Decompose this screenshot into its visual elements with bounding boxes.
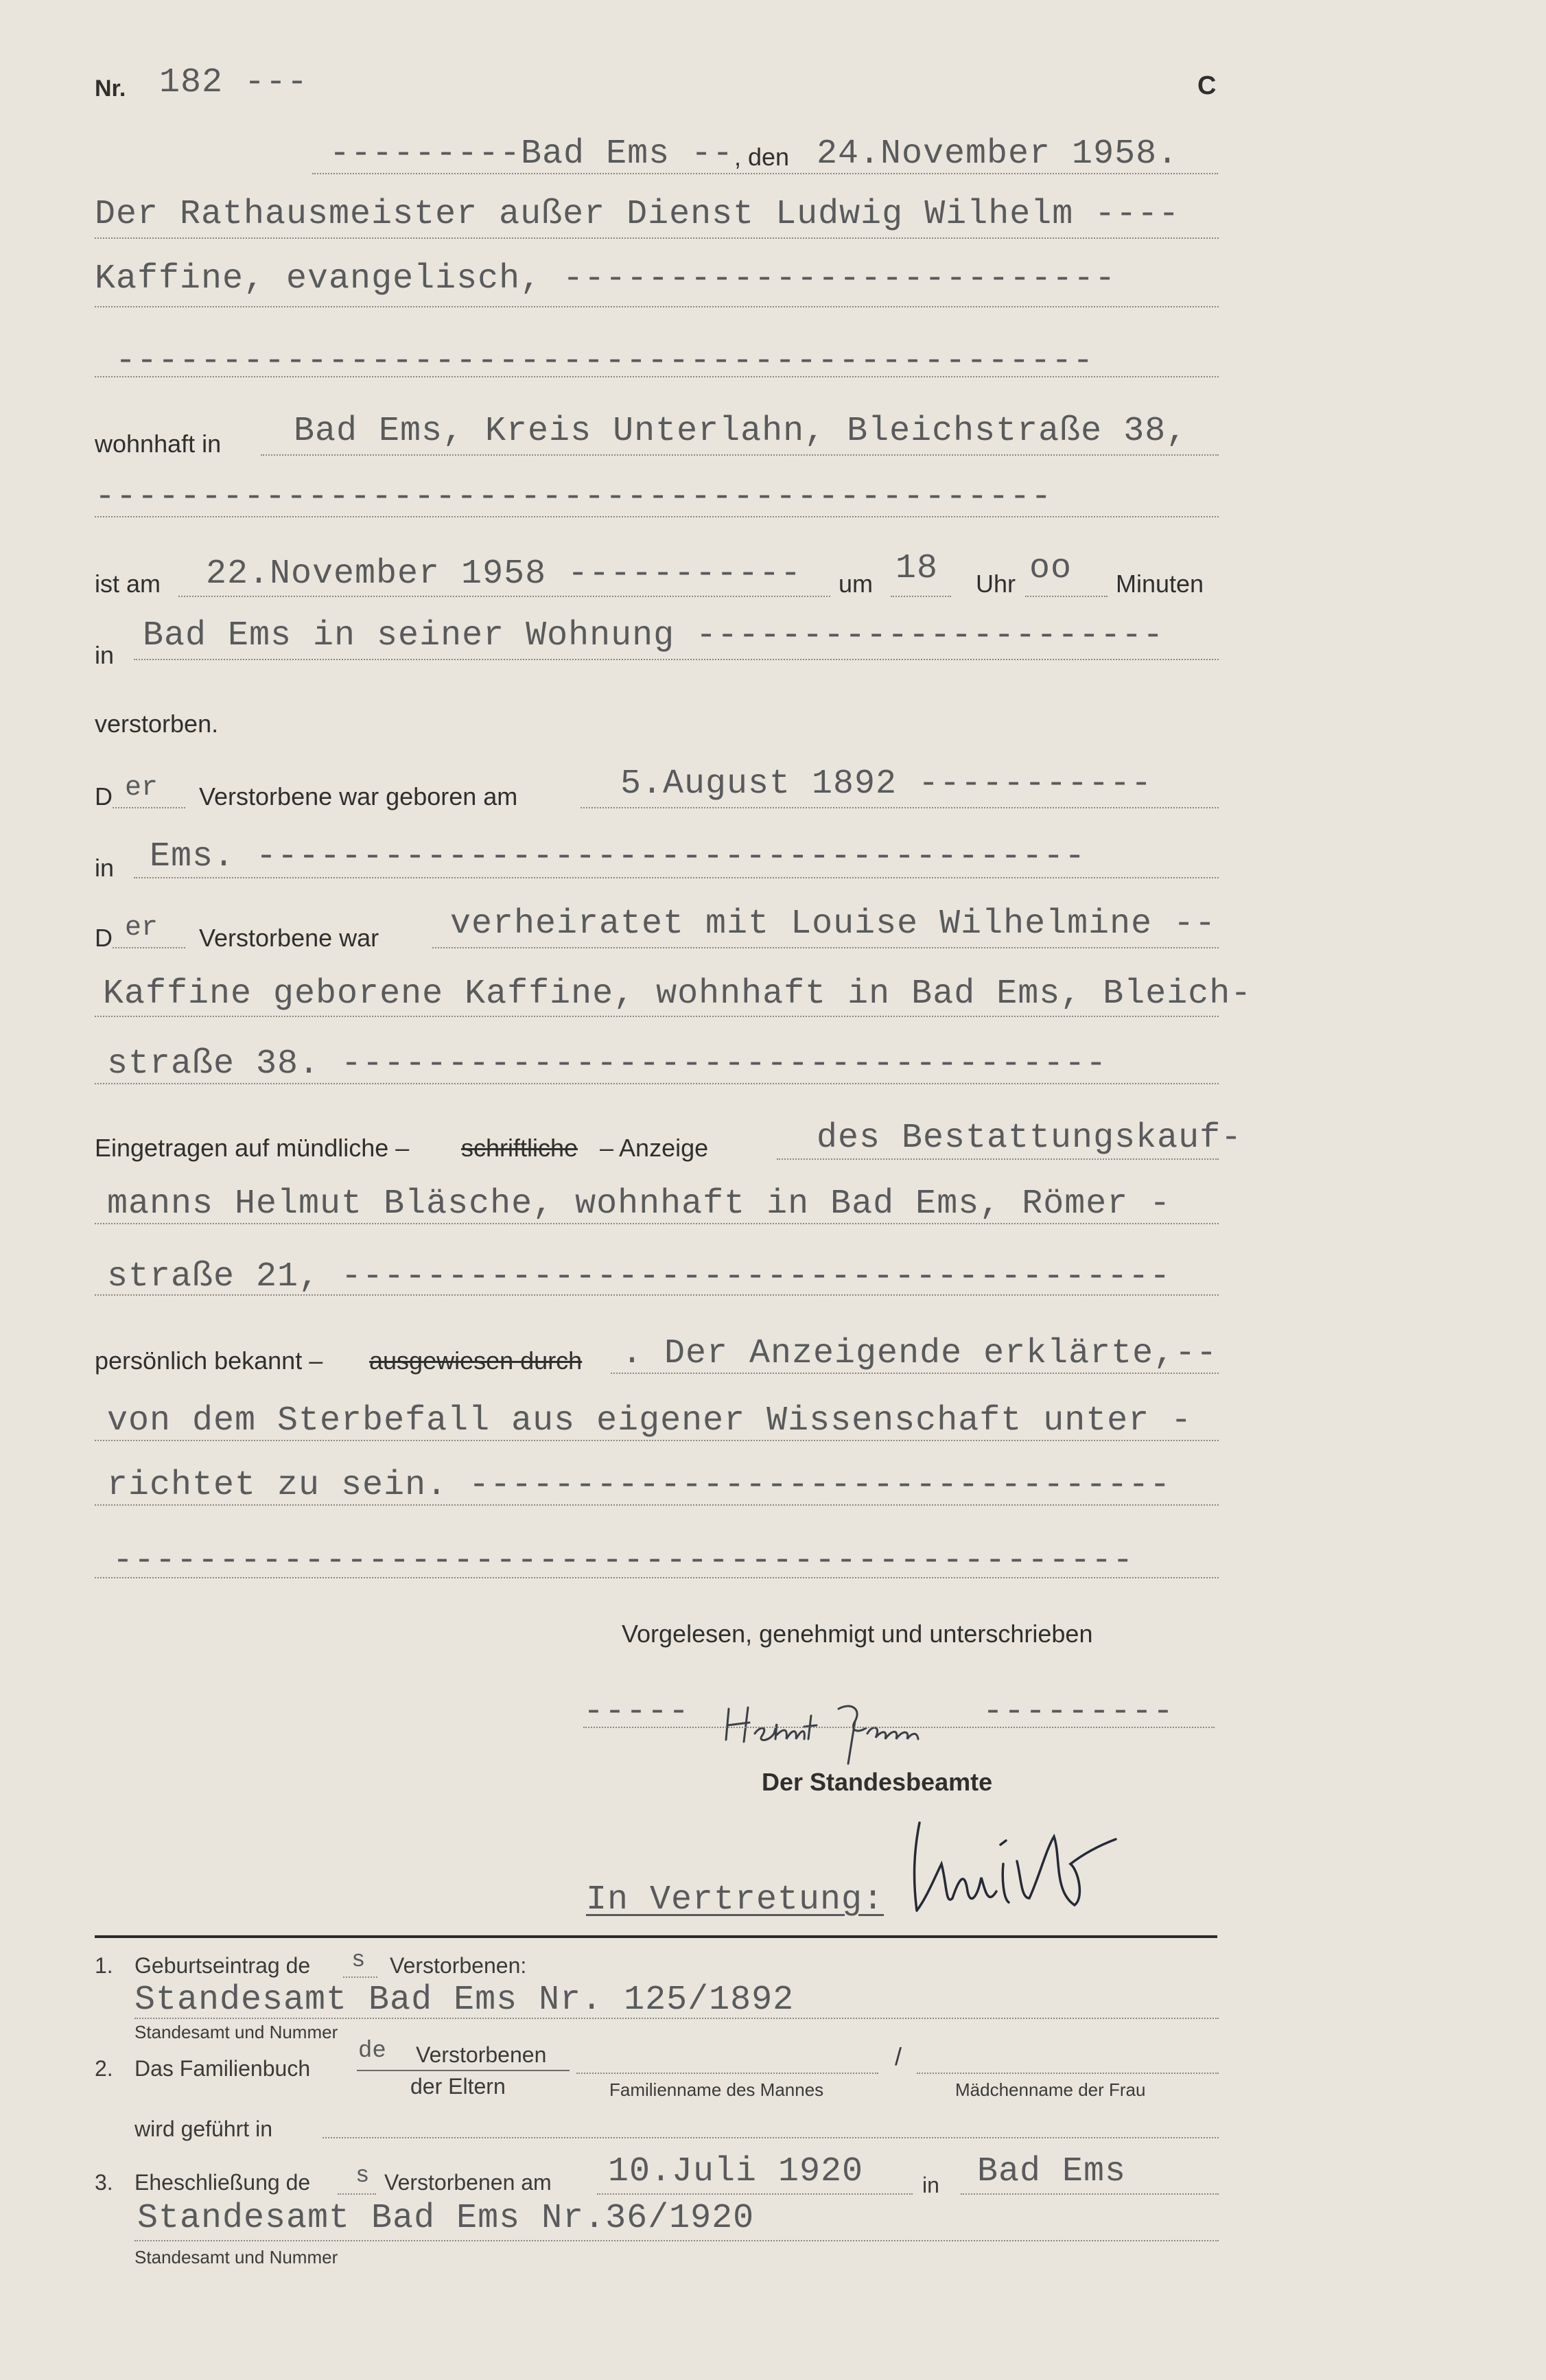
registration-label: Eingetragen auf mündliche –: [95, 1134, 410, 1162]
dotted-line: [323, 2137, 1219, 2138]
marriage-register-entry: Standesamt Bad Ems Nr.36/1920: [137, 2199, 755, 2238]
footnote-3-label: Eheschließung de: [134, 2170, 311, 2195]
birth-place: Ems. ---------------------------------------: [150, 837, 1086, 876]
birth-label: Verstorbene war geboren am: [199, 782, 518, 810]
dotted-line: [261, 454, 1219, 456]
marital-label: Verstorbene war: [199, 924, 379, 952]
birth-register-entry: Standesamt Bad Ems Nr. 125/1892: [134, 1981, 795, 2020]
read-approved-label: Vorgelesen, genehmigt und unterschrieben: [622, 1620, 1093, 1648]
dotted-line: [343, 1976, 377, 1978]
dotted-line: [611, 1373, 1219, 1374]
residence-line-1: Bad Ems, Kreis Unterlahn, Bleichstraße 38,: [294, 412, 1188, 451]
dotted-line: [1025, 596, 1108, 597]
dotted-line: [597, 2193, 913, 2195]
footnote-1-caption: Standesamt und Nummer: [134, 2022, 338, 2042]
dotted-line: [134, 2240, 1219, 2241]
dotted-line: [95, 1083, 1219, 1084]
minutes-label: Minuten: [1116, 570, 1204, 598]
dotted-line: [134, 659, 1219, 660]
husband-surname-caption: Familienname des Mannes: [609, 2079, 824, 2100]
registration-line-7: ------------------------------------------------: [113, 1541, 1134, 1580]
footnote-1-fill: s: [351, 1948, 366, 1974]
marriage-place-label: in: [922, 2173, 939, 2197]
dotted-line: [95, 1577, 1219, 1578]
name-separator: /: [895, 2042, 902, 2070]
footnote-1-label-suffix: Verstorbenen:: [390, 1953, 527, 1978]
footnote-2-number: 2.: [95, 2056, 113, 2081]
informant-signature: [721, 1668, 995, 1771]
birth-place-label: in: [95, 854, 115, 882]
footnote-2-fill: de: [358, 2038, 386, 2064]
person-line-1: Der Rathausmeister außer Dienst Ludwig Wilhelm ----: [95, 195, 1180, 234]
dotted-line: [113, 807, 185, 808]
footnote-1-number: 1.: [95, 1953, 113, 1978]
identity-struck-option: ausgewiesen durch: [369, 1346, 583, 1375]
date-label: , den: [734, 143, 790, 171]
dotted-line: [777, 1158, 1219, 1160]
dotted-line: [113, 947, 185, 948]
dotted-line: [95, 1223, 1219, 1224]
informant-line-trail: ---------: [983, 1692, 1175, 1731]
dotted-line: [583, 1727, 1215, 1728]
hour-label: Uhr: [976, 570, 1016, 598]
registration-struck-option: schriftliche: [461, 1134, 578, 1162]
birth-gender-suffix: er: [125, 773, 159, 804]
marriage-place: Bad Ems: [977, 2152, 1127, 2191]
place-line: ---------Bad Ems --: [329, 135, 734, 174]
dotted-line: [95, 516, 1219, 517]
family-book-parents: der Eltern: [410, 2074, 506, 2099]
dotted-line: [95, 1440, 1219, 1441]
marital-line-2: Kaffine geborene Kaffine, wohnhaft in Bad Ems, Bleich-: [103, 975, 1252, 1014]
dotted-line: [432, 947, 1219, 948]
registration-line-3: straße 21, ---------------------------------------: [107, 1257, 1171, 1296]
dotted-line: [312, 173, 1218, 174]
footnote-3-label-suffix: Verstorbenen am: [384, 2170, 552, 2195]
person-line-2: Kaffine, evangelisch, --------------------------: [95, 259, 1116, 299]
dotted-line: [95, 306, 1219, 307]
person-line-3: ----------------------------------------------: [115, 342, 1094, 381]
footnote-3-caption: Standesamt und Nummer: [134, 2247, 338, 2267]
section-divider: [95, 1935, 1217, 1938]
dotted-line: [95, 1016, 1219, 1017]
death-time-label: um: [839, 570, 874, 598]
identity-label: persönlich bekannt –: [95, 1346, 323, 1375]
dotted-line: [134, 2018, 1219, 2019]
footnote-1-label: Geburtseintrag de: [134, 1953, 311, 1978]
marital-line-1: verheiratet mit Louise Wilhelmine --: [450, 905, 1217, 944]
death-place: Bad Ems in seiner Wohnung ----------------------: [143, 616, 1164, 655]
registration-line-5: von dem Sterbefall aus eigener Wissenschaft unter -: [107, 1401, 1193, 1440]
death-place-label: in: [95, 641, 115, 669]
registration-line-1: des Bestattungskauf-: [817, 1119, 1243, 1158]
nr-value: 182 ---: [159, 63, 309, 102]
death-date: 22.November 1958 -----------: [206, 555, 802, 594]
registrar-signature: [899, 1795, 1132, 1926]
death-minutes: oo: [1029, 549, 1073, 588]
footnote-3-number: 3.: [95, 2170, 113, 2195]
marital-line-3: straße 38. ------------------------------------: [107, 1045, 1108, 1084]
dotted-line: [134, 877, 1219, 878]
family-book-kept-label: wird geführt in: [134, 2116, 272, 2141]
nr-label: Nr.: [95, 75, 126, 102]
family-book-deceased: Verstorbenen: [416, 2042, 547, 2067]
wife-maiden-name-caption: Mädchenname der Frau: [955, 2079, 1146, 2100]
dotted-line: [95, 1504, 1219, 1506]
dotted-line: [576, 2073, 878, 2074]
dotted-line: [581, 807, 1219, 808]
registrar-title: Der Standesbeamte: [762, 1768, 993, 1796]
residence-line-2: ---------------------------------------------: [95, 478, 1053, 517]
registration-line-4: . Der Anzeigende erklärte,--: [622, 1334, 1218, 1373]
death-hour: 18: [895, 549, 939, 588]
death-date-label: ist am: [95, 570, 161, 598]
footnote-2-label: Das Familienbuch: [134, 2056, 311, 2081]
dotted-line: [917, 2073, 1219, 2074]
dotted-line: [95, 1294, 1219, 1296]
dotted-line: [338, 2193, 376, 2195]
dotted-line: [178, 596, 830, 597]
corner-letter: C: [1197, 71, 1217, 100]
document-date: 24.November 1958.: [817, 135, 1179, 174]
dotted-line: [95, 237, 1219, 239]
marriage-date: 10.Juli 1920: [608, 2152, 864, 2191]
marital-gender-suffix: er: [125, 913, 159, 944]
registration-line-6: richtet zu sein. ---------------------------------: [107, 1466, 1171, 1505]
verstorben-label: verstorben.: [95, 710, 219, 738]
birth-date: 5.August 1892 -----------: [620, 765, 1153, 804]
deputy-label: In Vertretung:: [586, 1880, 885, 1920]
fraction-line: [357, 2070, 570, 2071]
registration-line-2: manns Helmut Bläsche, wohnhaft in Bad Ems, Römer -: [107, 1185, 1171, 1224]
registration-label-suffix: – Anzeige: [600, 1134, 709, 1162]
marital-prefix: D: [95, 924, 113, 952]
dotted-line: [891, 596, 951, 597]
footnote-3-fill: s: [355, 2163, 370, 2189]
residence-label: wohnhaft in: [95, 430, 222, 458]
birth-prefix: D: [95, 782, 113, 810]
dotted-line: [95, 376, 1219, 377]
informant-line-lead: -----: [583, 1692, 690, 1731]
dotted-line: [961, 2193, 1219, 2195]
